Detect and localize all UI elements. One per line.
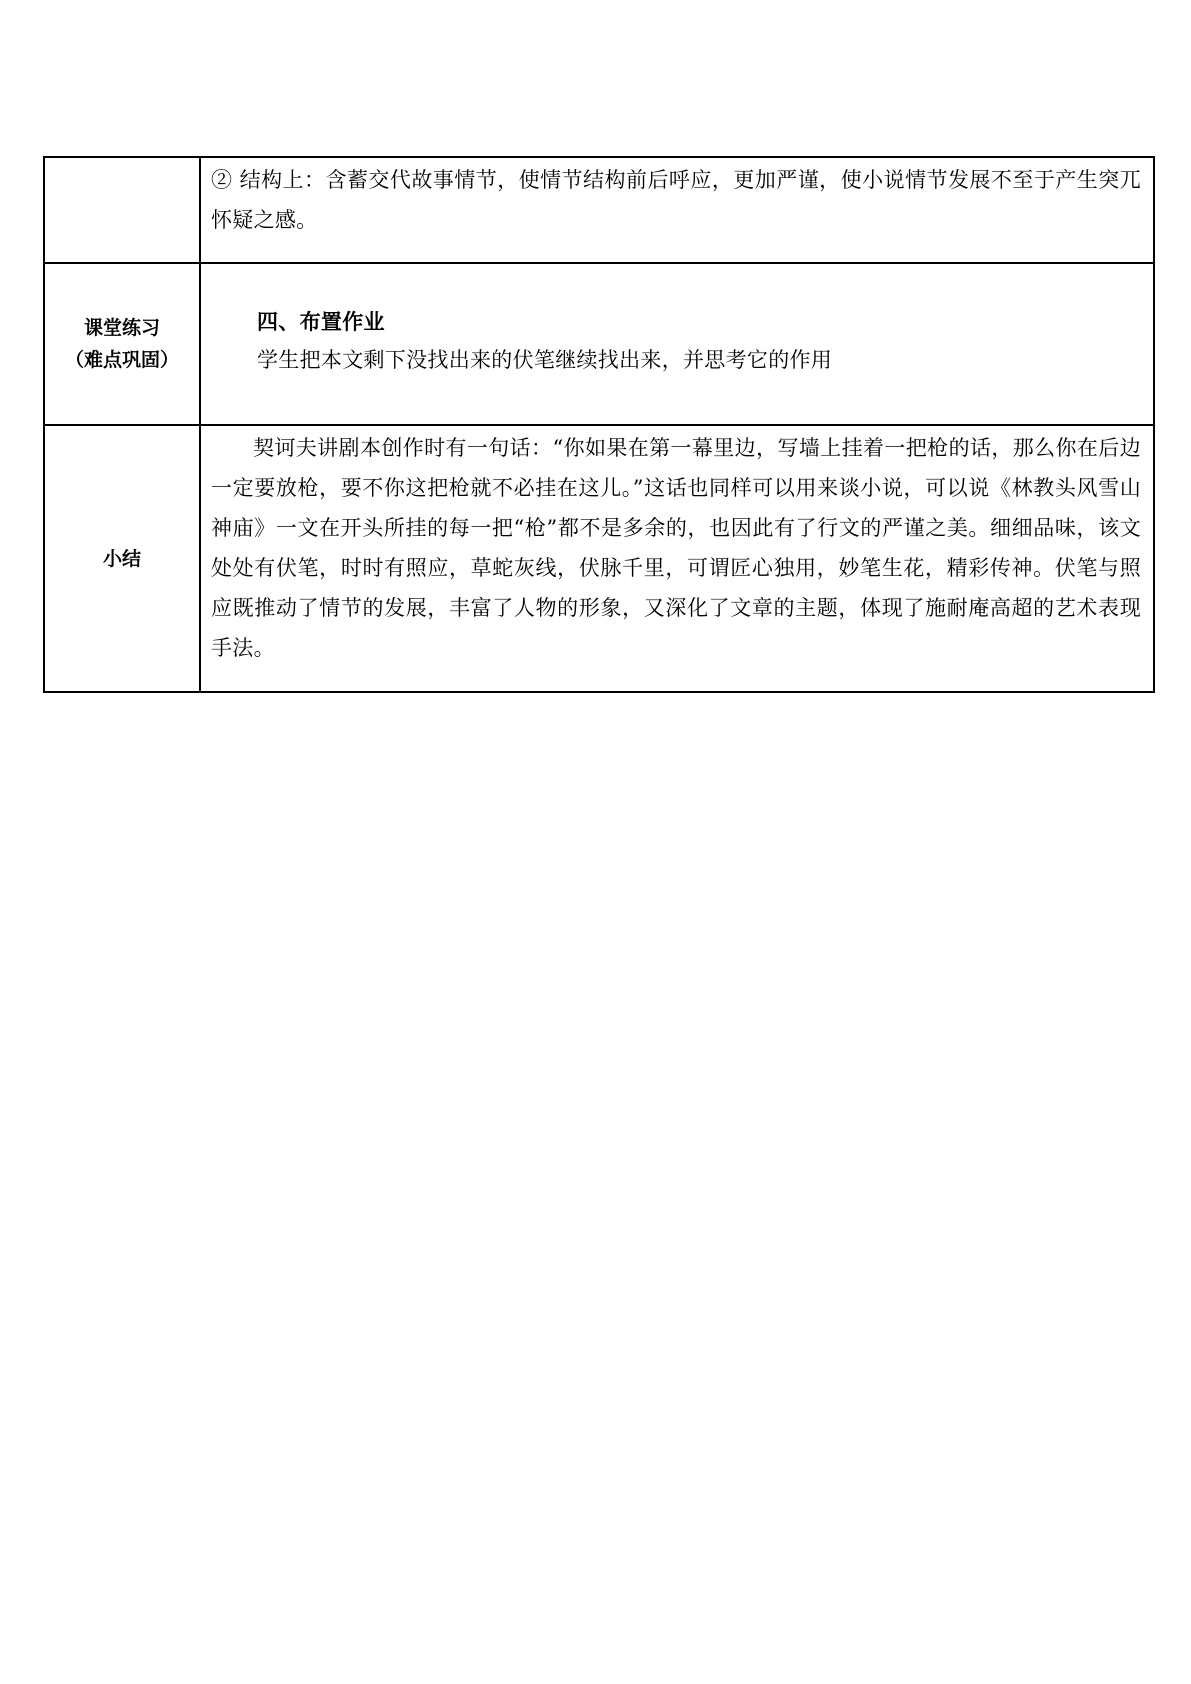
homework-text: 学生把本文剩下没找出来的伏笔继续找出来，并思考它的作用 [257, 348, 833, 372]
table-row-summary [44, 425, 1154, 692]
table-row-practice [44, 263, 1154, 425]
label-practice-line1: 课堂练习 [83, 317, 160, 339]
structure-paragraph: ② 结构上：含蓄交代故事情节，使情节结构前后呼应，更加严谨，使小说情节发展不至于产生突兀怀疑之感。 [211, 168, 1141, 232]
summary-paragraph: 契诃夫讲剧本创作时有一句话：“你如果在第一幕里边，写墙上挂着一把枪的话，那么你在后边一定要放枪，要不你这把枪就不必挂在这儿。”这话也同样可以用来谈小说，可以说《林教头风雪山神庙》一文在开头所挂的每一把“枪”都不是多余的，也因此有了行文的严谨之美。细细品味，该文处处有伏笔，时时有照应，草蛇灰线，伏脉千里，可谓匠心独用，妙笔生花，精彩传神。伏笔与照应既推动了情节的发展，丰富了人物的形象，又深化了文章的主题，体现了施耐庵高超的艺术表现手法。 [211, 436, 1141, 660]
homework-heading: 四、布置作业 [257, 310, 385, 334]
row-label-empty [44, 157, 200, 263]
practice-content [201, 264, 1153, 424]
label-practice-line2: （难点巩固） [64, 349, 179, 371]
row-label-summary [44, 425, 200, 692]
lesson-plan-table [43, 156, 1155, 693]
table-row-structure [44, 157, 1154, 263]
row-content-summary [200, 425, 1154, 692]
label-summary: 小结 [102, 547, 141, 570]
row-content-structure [200, 157, 1154, 263]
row-label-practice [44, 263, 200, 425]
row-content-practice [200, 263, 1154, 425]
